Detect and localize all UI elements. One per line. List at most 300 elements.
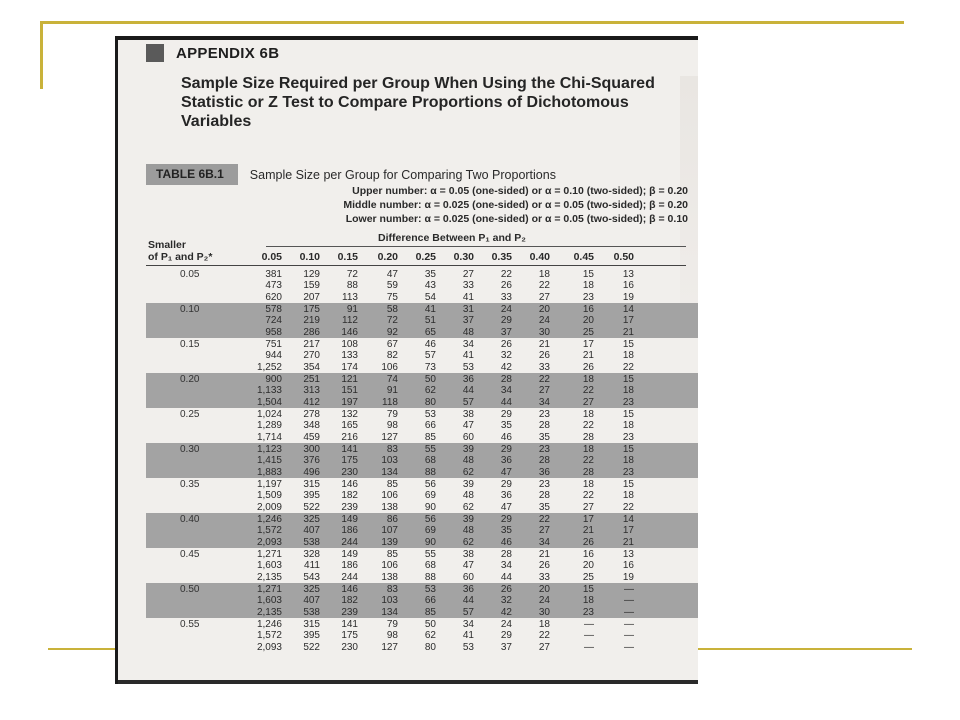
table-cell: 17 <box>582 339 594 350</box>
row-label: 0.10 <box>180 304 200 315</box>
table-cell: 85 <box>424 606 436 618</box>
table-cell: 37 <box>462 315 474 327</box>
table-cell: 121 <box>341 374 358 385</box>
table-cell: 23 <box>538 479 550 490</box>
table-cell: 36 <box>462 584 474 595</box>
table-cell: 1,271 <box>256 584 282 595</box>
table-cell: 41 <box>462 291 474 303</box>
table-cell: 75 <box>386 291 398 303</box>
table-cell: 59 <box>386 280 398 292</box>
table-cell: 35 <box>538 431 550 443</box>
table-cell: 22 <box>538 630 550 642</box>
table-cell: 751 <box>265 339 282 350</box>
table-cell: 216 <box>341 431 358 443</box>
table-cell: 50 <box>424 374 436 385</box>
table-cell: 30 <box>538 606 550 618</box>
table-cell: 2,009 <box>256 501 282 513</box>
table-row-group <box>118 618 698 653</box>
table-cell: 141 <box>341 444 358 455</box>
page-title: Sample Size Required per Group When Using the Chi-Squared Statistic or Z Test to Compare Proportions of Dichotomous Variables <box>181 75 655 130</box>
table-cell: 1,504 <box>256 396 282 408</box>
table-cell: 34 <box>462 619 474 630</box>
table-cell: 29 <box>500 315 512 327</box>
table-cell: 19 <box>622 571 634 583</box>
table-cell: 44 <box>462 385 474 397</box>
table-cell: 300 <box>303 444 320 455</box>
table-cell: — <box>584 641 594 653</box>
table-cell: 32 <box>500 350 512 362</box>
table-cell: 15 <box>622 409 634 420</box>
table-cell: 944 <box>265 350 282 362</box>
column-header: 0.45 <box>573 251 594 263</box>
table-body <box>118 268 698 653</box>
table-row <box>118 537 698 549</box>
table-cell: 543 <box>303 571 320 583</box>
table-cell: 69 <box>424 525 436 537</box>
table-cell: 88 <box>346 280 358 292</box>
table-cell: 48 <box>462 490 474 502</box>
table-cell: 17 <box>582 514 594 525</box>
table-cell: 15 <box>582 269 594 280</box>
table-cell: 62 <box>424 385 436 397</box>
table-cell: 724 <box>265 315 282 327</box>
table-cell: 149 <box>341 514 358 525</box>
table-cell: 47 <box>462 420 474 432</box>
table-cell: 15 <box>622 339 634 350</box>
table-cell: 27 <box>582 501 594 513</box>
table-row <box>118 642 698 654</box>
table-cell: 1,415 <box>256 455 282 467</box>
table-cell: 67 <box>386 339 398 350</box>
column-header: 0.50 <box>613 251 634 263</box>
table-cell: 16 <box>622 560 634 572</box>
table-row <box>118 595 698 607</box>
table-cell: 22 <box>538 514 550 525</box>
table-cell: 38 <box>462 409 474 420</box>
table-row <box>118 560 698 572</box>
table-cell: 26 <box>500 584 512 595</box>
table-cell: 29 <box>500 409 512 420</box>
table-cell: 620 <box>265 291 282 303</box>
table-row-group <box>118 268 698 303</box>
table-cell: 24 <box>500 304 512 315</box>
table-row-group <box>118 513 698 548</box>
table-row <box>118 444 698 456</box>
table-cell: 83 <box>386 444 398 455</box>
table-caption: Sample Size per Group for Comparing Two Proportions <box>249 167 556 182</box>
table-cell: 18 <box>582 595 594 607</box>
table-row-group <box>118 478 698 513</box>
table-cell: 62 <box>462 501 474 513</box>
table-cell: 244 <box>341 536 358 548</box>
table-cell: — <box>624 630 634 642</box>
table-cell: 2,093 <box>256 641 282 653</box>
table-cell: 35 <box>538 501 550 513</box>
table-cell: 56 <box>424 479 436 490</box>
table-cell: 23 <box>622 396 634 408</box>
table-cell: 175 <box>341 630 358 642</box>
table-cell: 522 <box>303 501 320 513</box>
table-cell: 20 <box>582 560 594 572</box>
table-cell: 46 <box>500 431 512 443</box>
table-cell: 46 <box>500 536 512 548</box>
table-row-group <box>118 338 698 373</box>
table-cell: 88 <box>424 466 436 478</box>
table-cell: 58 <box>386 304 398 315</box>
table-cell: 42 <box>500 361 512 373</box>
table-cell: 108 <box>341 339 358 350</box>
page-bottom-edge <box>118 680 698 684</box>
table-cell: — <box>584 619 594 630</box>
table-cell: 35 <box>500 525 512 537</box>
column-header: 0.35 <box>491 251 512 263</box>
appendix-marker <box>146 44 164 62</box>
table-cell: 68 <box>424 560 436 572</box>
table-cell: 37 <box>500 641 512 653</box>
table-cell: 83 <box>386 584 398 595</box>
table-row <box>118 455 698 467</box>
table-cell: 182 <box>341 595 358 607</box>
table-cell: 107 <box>381 525 398 537</box>
table-cell: 14 <box>622 514 634 525</box>
table-cell: 23 <box>582 606 594 618</box>
table-cell: 151 <box>341 385 358 397</box>
table-cell: 1,509 <box>256 490 282 502</box>
table-cell: 1,883 <box>256 466 282 478</box>
table-cell: 30 <box>538 326 550 338</box>
column-header: 0.30 <box>453 251 474 263</box>
table-cell: 42 <box>500 606 512 618</box>
table-cell: 53 <box>462 361 474 373</box>
table-row <box>118 467 698 479</box>
row-label: 0.15 <box>180 339 200 350</box>
table-cell: 22 <box>622 361 634 373</box>
table-cell: 62 <box>462 466 474 478</box>
table-cell: — <box>624 595 634 607</box>
row-label: 0.25 <box>180 409 200 420</box>
table-cell: 18 <box>582 444 594 455</box>
difference-header: Difference Between P₁ and P₂ <box>378 232 526 244</box>
table-cell: 18 <box>582 374 594 385</box>
table-cell: 33 <box>538 571 550 583</box>
header-rule <box>266 246 686 247</box>
table-cell: 182 <box>341 490 358 502</box>
table-cell: 22 <box>582 455 594 467</box>
table-cell: 18 <box>622 490 634 502</box>
table-cell: 174 <box>341 361 358 373</box>
table-cell: 55 <box>424 444 436 455</box>
table-cell: 73 <box>424 361 436 373</box>
table-cell: 33 <box>462 280 474 292</box>
table-cell: 118 <box>382 396 398 408</box>
table-cell: 1,246 <box>256 514 282 525</box>
table-cell: 33 <box>538 361 550 373</box>
table-row <box>118 432 698 444</box>
table-cell: 139 <box>381 536 398 548</box>
table-cell: 34 <box>500 560 512 572</box>
table-cell: 376 <box>303 455 320 467</box>
table-cell: 90 <box>424 536 436 548</box>
table-cell: 18 <box>622 350 634 362</box>
row-label: 0.05 <box>180 269 200 280</box>
appendix-label: APPENDIX 6B <box>176 44 280 62</box>
table-cell: 17 <box>622 315 634 327</box>
table-cell: 1,024 <box>256 409 282 420</box>
table-row-group <box>118 443 698 478</box>
table-cell: 1,246 <box>256 619 282 630</box>
table-cell: 36 <box>462 374 474 385</box>
table-row <box>118 572 698 584</box>
table-cell: 57 <box>462 396 474 408</box>
table-cell: 106 <box>381 361 398 373</box>
table-cell: 47 <box>386 269 398 280</box>
table-cell: 44 <box>500 396 512 408</box>
table-cell: — <box>624 619 634 630</box>
table-cell: 34 <box>538 536 550 548</box>
table-cell: 48 <box>462 525 474 537</box>
table-row <box>118 362 698 374</box>
note-upper: Upper number: α = 0.05 (one-sided) or α = 0.10 (two-sided); β = 0.20 <box>352 185 688 197</box>
table-cell: 46 <box>424 339 436 350</box>
table-cell: 16 <box>622 280 634 292</box>
table-cell: 28 <box>538 455 550 467</box>
page-top-edge <box>118 36 698 40</box>
table-cell: 175 <box>303 304 320 315</box>
table-cell: 60 <box>462 431 474 443</box>
table-cell: 27 <box>538 641 550 653</box>
table-cell: 29 <box>500 444 512 455</box>
table-cell: 34 <box>462 339 474 350</box>
table-cell: 26 <box>538 560 550 572</box>
table-cell: 412 <box>303 396 320 408</box>
table-row <box>118 292 698 304</box>
column-header: 0.40 <box>529 251 550 263</box>
table-cell: 80 <box>424 641 436 653</box>
table-cell: 34 <box>500 385 512 397</box>
table-cell: 57 <box>424 350 436 362</box>
table-cell: 44 <box>462 595 474 607</box>
table-cell: 473 <box>265 280 282 292</box>
table-cell: 14 <box>622 304 634 315</box>
table-cell: 270 <box>303 350 320 362</box>
table-cell: 23 <box>538 444 550 455</box>
table-cell: 407 <box>303 525 320 537</box>
table-cell: 132 <box>341 409 358 420</box>
table-cell: 28 <box>582 466 594 478</box>
table-cell: 18 <box>582 280 594 292</box>
table-cell: 85 <box>386 549 398 560</box>
table-cell: 325 <box>303 514 320 525</box>
table-cell: 79 <box>386 619 398 630</box>
table-cell: 91 <box>386 385 398 397</box>
table-cell: 127 <box>381 641 398 653</box>
table-row <box>118 525 698 537</box>
table-cell: 165 <box>341 420 358 432</box>
table-cell: 22 <box>538 374 550 385</box>
table-cell: 15 <box>622 479 634 490</box>
table-cell: 39 <box>462 479 474 490</box>
table-cell: 60 <box>462 571 474 583</box>
row-label: 0.20 <box>180 374 200 385</box>
column-header: 0.15 <box>337 251 358 263</box>
table-cell: 27 <box>538 385 550 397</box>
table-row <box>118 409 698 421</box>
table-cell: 88 <box>424 571 436 583</box>
table-cell: 325 <box>303 584 320 595</box>
table-cell: 230 <box>341 641 358 653</box>
table-cell: 1,271 <box>256 549 282 560</box>
table-cell: 138 <box>381 571 398 583</box>
table-row <box>118 420 698 432</box>
table-cell: 459 <box>303 431 320 443</box>
table-cell: 106 <box>381 490 398 502</box>
table-cell: 28 <box>500 374 512 385</box>
table-cell: 15 <box>582 584 594 595</box>
table-cell: 66 <box>424 420 436 432</box>
table-cell: 18 <box>538 269 550 280</box>
table-cell: 112 <box>342 315 358 327</box>
table-cell: 27 <box>538 525 550 537</box>
table-cell: 51 <box>424 315 436 327</box>
table-cell: 21 <box>582 525 594 537</box>
table-cell: 134 <box>381 606 398 618</box>
table-cell: 496 <box>303 466 320 478</box>
table-cell: 127 <box>381 431 398 443</box>
table-cell: 315 <box>303 619 320 630</box>
table-cell: 103 <box>381 595 398 607</box>
row-label: 0.30 <box>180 444 200 455</box>
table-cell: 411 <box>304 560 320 572</box>
table-row <box>118 490 698 502</box>
table-cell: 13 <box>622 549 634 560</box>
table-cell: 39 <box>462 444 474 455</box>
table-cell: 36 <box>500 455 512 467</box>
table-cell: 41 <box>424 304 436 315</box>
table-cell: 57 <box>462 606 474 618</box>
table-cell: 28 <box>500 549 512 560</box>
table-cell: 18 <box>622 385 634 397</box>
table-cell: 21 <box>538 549 550 560</box>
table-cell: 38 <box>462 549 474 560</box>
table-cell: 522 <box>303 641 320 653</box>
table-cell: 29 <box>500 479 512 490</box>
table-cell: 207 <box>303 291 320 303</box>
table-cell: 79 <box>386 409 398 420</box>
table-cell: 24 <box>500 619 512 630</box>
table-cell: 27 <box>582 396 594 408</box>
table-row <box>118 339 698 351</box>
table-cell: 20 <box>538 304 550 315</box>
table-cell: 348 <box>303 420 320 432</box>
table-row <box>118 607 698 619</box>
row-label: 0.55 <box>180 619 200 630</box>
table-row <box>118 584 698 596</box>
table-cell: 29 <box>500 514 512 525</box>
table-cell: 1,289 <box>256 420 282 432</box>
table-cell: 16 <box>582 304 594 315</box>
table-cell: 26 <box>538 350 550 362</box>
table-cell: 138 <box>381 501 398 513</box>
table-cell: 20 <box>582 315 594 327</box>
table-cell: 578 <box>265 304 282 315</box>
table-cell: 21 <box>582 350 594 362</box>
table-cell: 72 <box>386 315 398 327</box>
table-cell: 56 <box>424 514 436 525</box>
table-cell: 41 <box>462 630 474 642</box>
row-label: 0.50 <box>180 584 200 595</box>
table-cell: 26 <box>582 536 594 548</box>
table-row <box>118 374 698 386</box>
table-cell: 47 <box>500 466 512 478</box>
table-row-group <box>118 548 698 583</box>
table-cell: 85 <box>424 431 436 443</box>
table-cell: 32 <box>500 595 512 607</box>
table-cell: 197 <box>341 396 358 408</box>
row-label: 0.35 <box>180 479 200 490</box>
table-cell: — <box>624 606 634 618</box>
table-cell: 23 <box>538 409 550 420</box>
table-cell: 29 <box>500 630 512 642</box>
table-cell: — <box>584 630 594 642</box>
table-cell: 41 <box>462 350 474 362</box>
table-cell: 1,197 <box>256 479 282 490</box>
table-cell: 407 <box>303 595 320 607</box>
table-cell: 22 <box>582 420 594 432</box>
table-cell: 175 <box>341 455 358 467</box>
table-cell: 19 <box>622 291 634 303</box>
table-label: TABLE 6B.1 <box>146 164 238 185</box>
table-cell: 18 <box>582 479 594 490</box>
table-cell: 219 <box>303 315 320 327</box>
table-cell: 31 <box>462 304 474 315</box>
table-cell: 395 <box>303 490 320 502</box>
table-cell: 80 <box>424 396 436 408</box>
slide-left-rule <box>40 21 43 89</box>
table-cell: 82 <box>386 350 398 362</box>
note-lower: Lower number: α = 0.025 (one-sided) or α = 0.05 (two-sided); β = 0.10 <box>345 213 688 225</box>
table-row <box>118 514 698 526</box>
table-row-group <box>118 303 698 338</box>
table-cell: 68 <box>424 455 436 467</box>
table-cell: 26 <box>500 280 512 292</box>
table-cell: 900 <box>265 374 282 385</box>
table-cell: 21 <box>538 339 550 350</box>
table-cell: 44 <box>500 571 512 583</box>
table-cell: 239 <box>341 501 358 513</box>
table-cell: 26 <box>582 361 594 373</box>
table-cell: 17 <box>622 525 634 537</box>
table-row <box>118 619 698 631</box>
table-cell: 239 <box>341 606 358 618</box>
table-cell: 35 <box>424 269 436 280</box>
table-cell: 538 <box>303 606 320 618</box>
table-row-group <box>118 408 698 443</box>
scanned-page <box>115 36 698 684</box>
table-cell: 98 <box>386 420 398 432</box>
table-cell: 18 <box>622 420 634 432</box>
table-cell: 22 <box>622 501 634 513</box>
table-cell: 28 <box>582 431 594 443</box>
table-cell: 53 <box>462 641 474 653</box>
slide-top-rule <box>40 21 904 24</box>
table-cell: 2,135 <box>256 606 282 618</box>
table-cell: 27 <box>462 269 474 280</box>
table-cell: 98 <box>386 630 398 642</box>
table-cell: 328 <box>303 549 320 560</box>
row-header-line2: of P₁ and P₂* <box>148 251 213 263</box>
table-cell: 18 <box>622 455 634 467</box>
row-header-line1: Smaller <box>148 239 186 251</box>
